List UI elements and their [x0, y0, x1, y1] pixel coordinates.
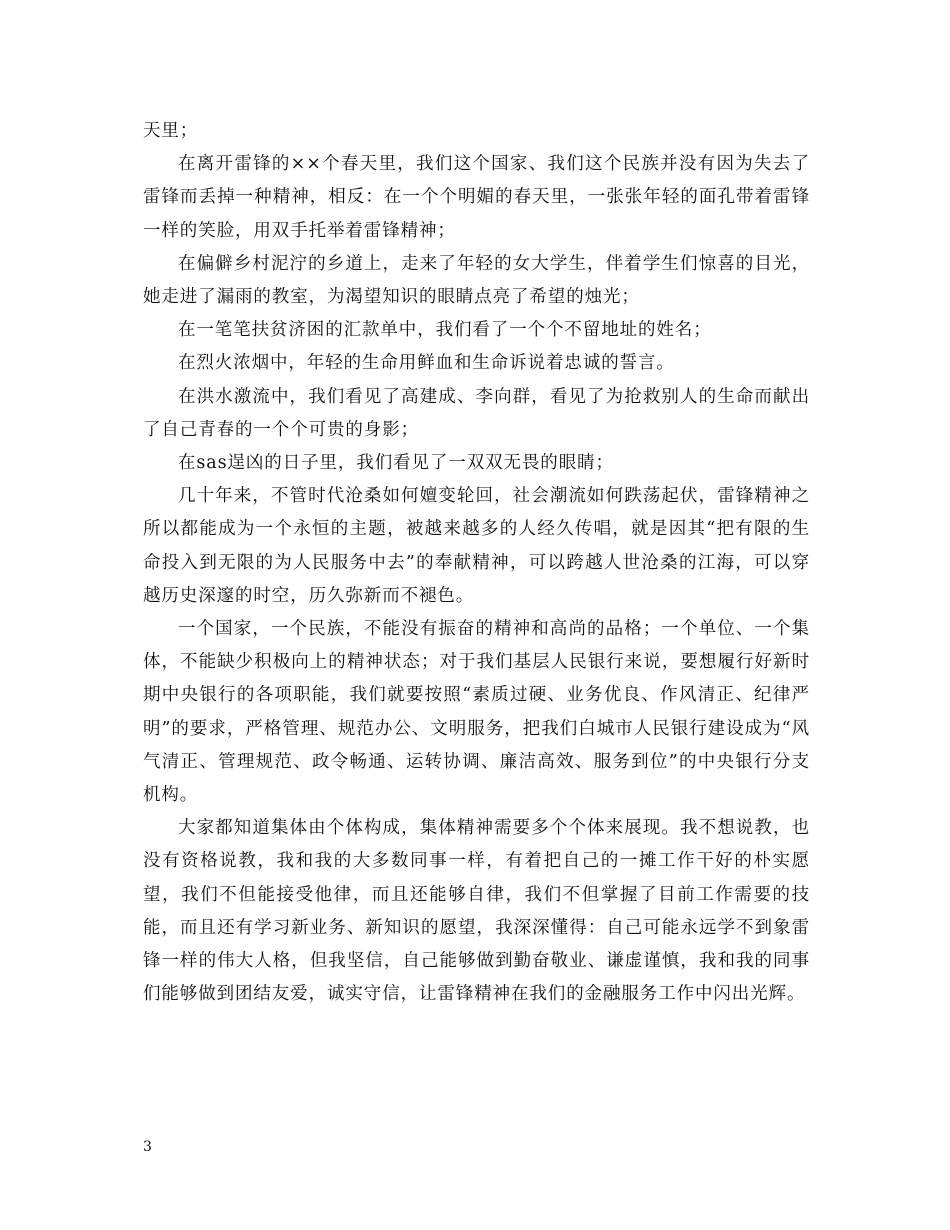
paragraph: 在烈火浓烟中，年轻的生命用鲜血和生命诉说着忠诚的誓言。: [178, 353, 675, 374]
paragraph: 在一笔笔扶贫济困的汇款单中，我们看了一个个不留地址的姓名；: [178, 320, 712, 341]
paragraph: 在偏僻乡村泥泞的乡道上，走来了年轻的女大学生，伴着学生们惊喜的目光，她走进了漏雨的教室，为渴望知识的眼睛点亮了希望的烛光；: [143, 253, 810, 308]
paragraph: 几十年来，不管时代沧桑如何嬗变轮回，社会潮流如何跌荡起伏，雷锋精神之所以都能成为一个永恒的主题，被越来越多的人经久传唱，就是因其“把有限的生命投入到无限的为人民服务中去”的奉献精神，可以跨越人世沧桑的江海，可以穿越历史深邃的时空，历久弥新而不褪色。: [143, 486, 810, 606]
body-text: [143, 115, 810, 1011]
paragraph: 一个国家，一个民族，不能没有振奋的精神和高尚的品格；一个单位、一个集体，不能缺少积极向上的精神状态；对于我们基层人民银行来说，要想履行好新时期中央银行的各项职能，我们就要按照“素质过硬、业务优良、作风清正、纪律严明”的要求，严格管理、规范办公、文明服务，把我们白城市人民银行建设成为“风气清正、管理规范、政令畅通、运转协调、廉洁高效、服务到位”的中央银行分支机构。: [143, 619, 810, 806]
paragraph: 在洪水激流中，我们看见了高建成、李向群，看见了为抢救别人的生命而献出了自己青春的一个个可贵的身影；: [143, 386, 810, 440]
paragraph: 在离开雷锋的××个春天里，我们这个国家、我们这个民族并没有因为失去了雷锋而丢掉一种精神，相反：在一个个明媚的春天里，一张张年轻的面孔带着雷锋一样的笑脸，用双手托举着雷锋精神；: [143, 154, 810, 241]
paragraph: 在sas逞凶的日子里，我们看见了一双双无畏的眼睛；: [178, 453, 614, 474]
paragraph-continuation: 天里；: [143, 121, 199, 141]
paragraph: 大家都知道集体由个体构成，集体精神需要多个个体来展现。我不想说教，也没有资格说教，我和我的大多数同事一样，有着把自己的一摊工作干好的朴实愿望，我们不但能接受他律，而且还能够自律，我们不但掌握了目前工作需要的技能，而且还有学习新业务、新知识的愿望，我深深懂得：自己可能永远学不到象雷锋一样的伟大人格，但我坚信，自己能够做到勤奋敬业、谦虚谨慎，我和我的同事们能够做到团结友爱，诚实守信，让雷锋精神在我们的金融服务工作中闪出光辉。: [143, 818, 810, 1005]
page-number: 3: [143, 1139, 152, 1155]
